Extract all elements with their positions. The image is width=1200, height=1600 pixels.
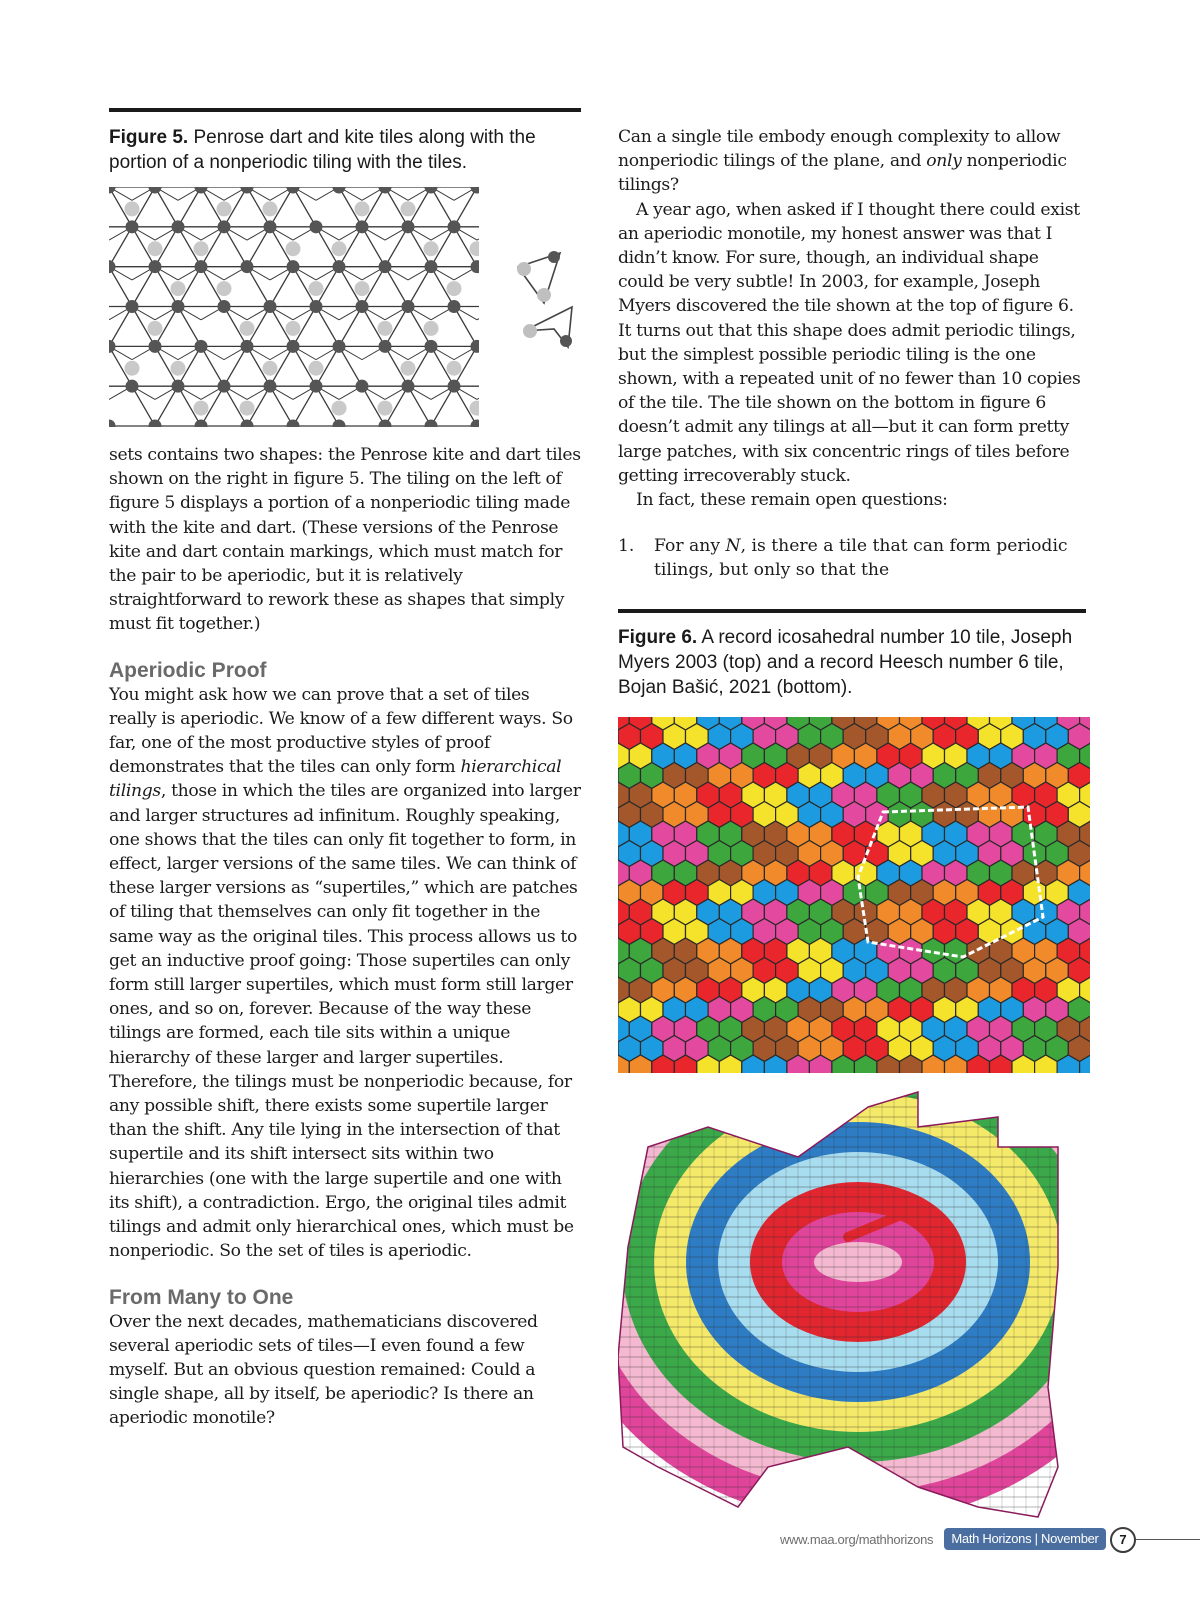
- penrose-dark-marker: [356, 300, 369, 313]
- penrose-dark-marker: [471, 420, 480, 427]
- penrose-light-marker: [378, 401, 393, 416]
- left-paragraph-3: Over the next decades, mathematicians discovered several aperiodic sets of tiles—I even found a few myself. But an obvious question remained: Could a single shape, all by itself, be aperiodic? Is there an aperiodic monotile?: [109, 1311, 538, 1429]
- penrose-light-marker: [217, 201, 232, 216]
- penrose-dark-marker: [264, 380, 277, 393]
- penrose-dark-marker: [126, 300, 139, 313]
- penrose-light-marker: [378, 321, 393, 336]
- penrose-dark-marker: [241, 187, 254, 194]
- kite-marker-3: [548, 251, 560, 263]
- penrose-dark-marker: [241, 260, 254, 273]
- penrose-dark-marker: [356, 220, 369, 233]
- penrose-light-marker: [240, 321, 255, 336]
- penrose-light-marker: [240, 401, 255, 416]
- penrose-dark-marker: [333, 340, 346, 353]
- list-text-start: For any: [654, 536, 726, 557]
- footer-rule: [1136, 1539, 1200, 1540]
- penrose-light-marker: [470, 401, 480, 416]
- penrose-dark-marker: [172, 220, 185, 233]
- penrose-dark-marker: [287, 340, 300, 353]
- penrose-light-marker: [424, 321, 439, 336]
- dart-marker-2: [560, 335, 572, 347]
- penrose-light-marker: [263, 361, 278, 376]
- heesch-patch: [618, 1087, 1090, 1527]
- penrose-dark-marker: [109, 187, 116, 194]
- figure-6-rule: [618, 609, 1086, 613]
- figure-5-graphic: [109, 187, 581, 427]
- penrose-light-marker: [424, 241, 439, 256]
- penrose-edges: [109, 187, 479, 427]
- dart-marker-1: [523, 324, 537, 338]
- penrose-dark-marker: [287, 187, 300, 194]
- penrose-dark-marker: [241, 340, 254, 353]
- right-paragraph-3: In fact, these remain open questions:: [636, 490, 948, 511]
- penrose-dark-marker: [109, 340, 116, 353]
- footer-issue-badge: Math Horizons | November 2023: [944, 1528, 1106, 1550]
- penrose-dark-marker: [471, 340, 480, 353]
- penrose-dark-marker: [310, 220, 323, 233]
- footer-url[interactable]: www.maa.org/mathhorizons: [780, 1532, 934, 1547]
- penrose-light-marker: [171, 281, 186, 296]
- penrose-light-marker: [194, 241, 209, 256]
- penrose-light-marker: [401, 361, 416, 376]
- kite-dart-tiles: [514, 247, 584, 357]
- myers-tiling: [618, 717, 1090, 1073]
- heading-from-many-to-one: From Many to One: [109, 1285, 294, 1309]
- r-para1-start: Can a single tile embody enough complexity to allow nonperiodic tilings of the plane, and: [618, 127, 1061, 172]
- penrose-dark-marker: [218, 220, 231, 233]
- right-column: [618, 125, 1086, 1527]
- kite-marker-1: [517, 262, 531, 276]
- penrose-light-marker: [447, 361, 462, 376]
- penrose-light-marker: [263, 201, 278, 216]
- penrose-dark-marker: [218, 300, 231, 313]
- penrose-dark-marker: [264, 300, 277, 313]
- penrose-light-marker: [332, 241, 347, 256]
- penrose-dark-marker: [425, 420, 438, 427]
- penrose-light-marker: [148, 321, 163, 336]
- penrose-dark-marker: [126, 380, 139, 393]
- penrose-dark-marker: [149, 420, 162, 427]
- figure-6-caption: [618, 625, 1086, 700]
- para2-end: , those in which the tiles are organized into larger and larger structures ad infinitum. Roughly speaking, one shows that the tiles can only fit together to form, in effect, larger versions of the same tiles. We can think of these larger versions as “supertiles,” which are patches of tiling that themselves can only fit together in the same way as the original tiles. This process allows us to get an inductive proof going: Those supertiles can only form still larger supertiles, which must form still larger ones, and so on, forever. Because of the way these tilings are formed, each tile sits within a unique hierarchy of these larger and larger supertiles. Therefore, the tilings must be nonperiodic because, for any possible shift, there exists some supertile larger than the shift. Any tile lying in the intersection of that supertile and its shift intersect sits within two hierarchies (one with the large supertile and one with its shift), a contradiction. Ergo, the original tiles admit tilings and admit only hierarchical ones, which must be nonperiodic. So the set of tiles is aperiodic.: [109, 781, 581, 1262]
- right-paragraph-1: [618, 125, 1086, 198]
- penrose-light-marker: [171, 361, 186, 376]
- penrose-dark-marker: [333, 187, 346, 194]
- penrose-dark-marker: [172, 300, 185, 313]
- penrose-dark-marker: [172, 380, 185, 393]
- figure-5-caption-text: Penrose dart and kite tiles along with the portion of a nonperiodic tiling with the tiles.: [109, 127, 536, 173]
- r-para1-end: nonperiodic tilings?: [618, 151, 1067, 196]
- figure-5-rule: [109, 108, 581, 112]
- penrose-dark-marker: [448, 300, 461, 313]
- penrose-light-marker: [286, 321, 301, 336]
- penrose-dark-marker: [218, 380, 231, 393]
- penrose-light-marker: [125, 361, 140, 376]
- penrose-light-marker: [217, 281, 232, 296]
- penrose-light-marker: [125, 201, 140, 216]
- heading-aperiodic-proof: Aperiodic Proof: [109, 658, 267, 682]
- penrose-dark-marker: [264, 220, 277, 233]
- penrose-light-marker: [148, 241, 163, 256]
- penrose-dark-marker: [109, 260, 116, 273]
- penrose-dark-marker: [379, 420, 392, 427]
- penrose-dark-marker: [109, 420, 116, 427]
- open-question-1: [618, 534, 1086, 582]
- penrose-light-marker: [286, 241, 301, 256]
- penrose-light-marker: [355, 281, 370, 296]
- penrose-dark-marker: [310, 380, 323, 393]
- penrose-dark-marker: [241, 420, 254, 427]
- list-number: 1.: [618, 536, 635, 557]
- penrose-light-marker: [401, 201, 416, 216]
- penrose-dark-marker: [448, 220, 461, 233]
- list-text-end: , is there a tile that can form periodic tilings, but only so that the: [654, 536, 1068, 581]
- para2-start: You might ask how we can prove that a set of tiles really is aperiodic. We know of a few different ways. So far, one of the most productive styles of proof demonstrates that the tiles can only form: [109, 684, 573, 778]
- list-text: [654, 534, 1086, 582]
- penrose-dark-marker: [310, 300, 323, 313]
- penrose-light-marker: [194, 401, 209, 416]
- penrose-tiling: [109, 187, 479, 427]
- penrose-dark-marker: [149, 260, 162, 273]
- penrose-dark-marker: [195, 260, 208, 273]
- penrose-dark-marker: [195, 420, 208, 427]
- figure-5-caption: [109, 125, 581, 175]
- penrose-dark-marker: [402, 300, 415, 313]
- penrose-light-marker: [355, 201, 370, 216]
- penrose-dark-marker: [379, 187, 392, 194]
- penrose-dark-marker: [402, 220, 415, 233]
- penrose-dark-marker: [195, 187, 208, 194]
- penrose-dark-marker: [126, 220, 139, 233]
- penrose-dark-marker: [379, 260, 392, 273]
- left-column: [109, 108, 581, 1431]
- figure-5-label: Figure 5.: [109, 127, 189, 148]
- penrose-dark-marker: [333, 420, 346, 427]
- penrose-dark-marker: [425, 260, 438, 273]
- penrose-dark-marker: [402, 380, 415, 393]
- penrose-light-marker: [309, 361, 324, 376]
- left-paragraph-1: sets contains two shapes: the Penrose kite and dart tiles shown on the right in figure 5. The tiling on the left of figure 5 displays a portion of a nonperiodic tiling made with the kite and dart. (These versions of the Penrose kite and dart contain markings, which must match for the pair to be aperiodic, but it is relatively straightforward to rework these as shapes that simply must fit together.): [109, 445, 581, 635]
- left-paragraph-2: [109, 683, 581, 1264]
- penrose-light-marker: [309, 281, 324, 296]
- figure-6-caption-text: A record icosahedral number 10 tile, Joseph Myers 2003 (top) and a record Heesch number 6 tile, Bojan Bašić, 2021 (bottom).: [618, 626, 1073, 698]
- list-text-emphasis: N: [725, 536, 741, 557]
- kite-marker-2: [537, 288, 551, 302]
- penrose-dark-marker: [149, 340, 162, 353]
- penrose-dark-marker: [287, 420, 300, 427]
- penrose-dark-marker: [425, 340, 438, 353]
- penrose-dark-marker: [149, 187, 162, 194]
- penrose-light-marker: [470, 241, 480, 256]
- penrose-light-marker: [447, 281, 462, 296]
- para2-emphasis: hierarchical tilings: [109, 757, 562, 802]
- penrose-dark-marker: [471, 260, 480, 273]
- right-paragraph-2: A year ago, when asked if I thought there could exist an aperiodic monotile, my honest answer was that I didn’t know. For sure, though, an individual shape could be very subtle! In 2003, for example, Joseph Myers discovered the tile shown at the top of figure 6. It turns out that this shape does admit periodic tilings, but the simplest possible periodic tiling is the one shown, with a repeated unit of no fewer than 10 copies of the tile. The tile shown on the bottom in figure 6 doesn’t admit any tilings at all—but it can form pretty large patches, with six concentric rings of tiles before getting irrecoverably stuck.: [618, 199, 1081, 486]
- penrose-dark-marker: [471, 187, 480, 194]
- figure-6-label: Figure 6.: [618, 626, 698, 648]
- heesch-rings: [618, 1087, 1090, 1527]
- penrose-dark-marker: [333, 260, 346, 273]
- penrose-dark-marker: [195, 340, 208, 353]
- page-footer: [700, 1527, 1200, 1568]
- penrose-dark-marker: [448, 380, 461, 393]
- penrose-dark-marker: [425, 187, 438, 194]
- r-para1-emphasis: only: [926, 151, 962, 172]
- penrose-dark-marker: [287, 260, 300, 273]
- page-number: 7: [1110, 1527, 1136, 1553]
- penrose-dark-marker: [356, 380, 369, 393]
- penrose-dark-marker: [379, 340, 392, 353]
- penrose-light-marker: [332, 401, 347, 416]
